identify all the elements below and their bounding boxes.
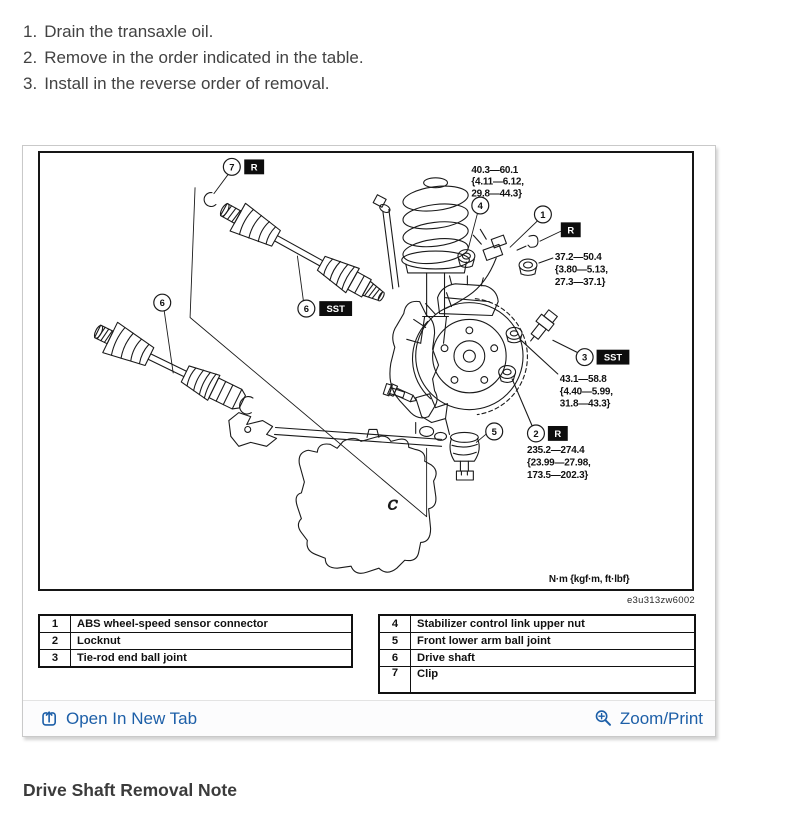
case-letter-label: C	[387, 498, 398, 514]
step-text: Remove in the order indicated in the table.	[44, 48, 364, 67]
stabilizer-link	[373, 195, 399, 289]
part-number-cell: 7	[379, 667, 411, 694]
svg-text:{23.99—27.98,: {23.99—27.98,	[527, 457, 591, 469]
open-in-new-tab-label: Open In New Tab	[66, 708, 198, 728]
svg-text:7: 7	[229, 161, 235, 173]
table-row	[379, 633, 695, 650]
zoom-icon	[594, 709, 613, 728]
transaxle-case	[296, 429, 436, 573]
svg-text:R: R	[567, 224, 575, 236]
clip-part	[204, 193, 216, 207]
table-row	[379, 615, 695, 633]
svg-text:{3.80—5.13,: {3.80—5.13,	[554, 264, 608, 276]
svg-text:6: 6	[303, 303, 309, 315]
section-heading: Drive Shaft Removal Note	[23, 780, 237, 800]
svg-text:6: 6	[159, 297, 165, 309]
panel-outline	[190, 188, 427, 517]
table-row	[39, 615, 352, 633]
svg-text:27.3—37.1}: 27.3—37.1}	[554, 276, 606, 288]
part-number-cell: 5	[379, 633, 411, 650]
parts-table-left	[38, 614, 353, 668]
torque-strut-upper: 40.3—60.1	[471, 164, 519, 176]
stabilizer-nut	[519, 258, 553, 275]
intro-list	[23, 19, 364, 97]
part-number-cell: 4	[379, 615, 411, 633]
open-in-new-tab-icon	[40, 709, 59, 728]
suspension-diagram-svg	[40, 153, 692, 589]
intermediate-shaft	[229, 413, 442, 447]
svg-text:SST: SST	[326, 303, 345, 315]
intro-step	[23, 71, 364, 97]
step-number: 2.	[23, 48, 38, 67]
table-row	[379, 667, 695, 694]
table-row	[39, 633, 352, 650]
part-name-cell: Clip	[411, 667, 696, 694]
part-number-cell: 3	[39, 650, 71, 668]
torque-locknut: 235.2—274.4	[527, 445, 585, 457]
zoom-print-link[interactable]	[594, 709, 703, 729]
part-number-cell: 6	[379, 650, 411, 667]
svg-text:5: 5	[491, 425, 497, 437]
drive-shaft-lower	[88, 315, 261, 422]
callouts	[154, 158, 630, 441]
svg-text:173.5—202.3}: 173.5—202.3}	[527, 470, 589, 482]
svg-text:29.8—44.3}: 29.8—44.3}	[471, 188, 522, 200]
diagram-frame	[38, 151, 694, 591]
svg-text:2: 2	[533, 427, 539, 439]
svg-text:{4.40—5.99,: {4.40—5.99,	[559, 386, 613, 398]
svg-text:4: 4	[477, 199, 483, 211]
svg-text:3: 3	[582, 351, 588, 363]
part-name-cell: Front lower arm ball joint	[411, 633, 696, 650]
part-name-cell: ABS wheel-speed sensor connector	[71, 615, 353, 633]
zoom-print-label: Zoom/Print	[619, 708, 703, 728]
hub-locknut	[499, 366, 532, 426]
intro-step	[23, 45, 364, 71]
table-row	[39, 650, 352, 668]
open-in-new-tab-link[interactable]	[40, 709, 197, 729]
figure-code: e3u313zw6002	[626, 595, 695, 606]
abs-sensor	[524, 308, 576, 352]
step-number: 1.	[23, 22, 38, 41]
svg-text:R: R	[554, 427, 562, 439]
figure-card	[22, 145, 716, 737]
unit-note: N·m {kgf·m, ft·lbf}	[548, 574, 630, 586]
part-name-cell: Tie-rod end ball joint	[71, 650, 353, 668]
part-name-cell: Locknut	[71, 633, 353, 650]
svg-text:31.8—43.3}: 31.8—43.3}	[559, 398, 611, 410]
part-number-cell: 1	[39, 615, 71, 633]
step-number: 3.	[23, 74, 38, 93]
figure-actions-bar	[23, 700, 715, 736]
part-name-cell: Stabilizer control link upper nut	[411, 615, 696, 633]
parts-table-right	[378, 614, 696, 694]
torque-stab-nut: 37.2—50.4	[554, 252, 602, 264]
part-name-cell: Drive shaft	[411, 650, 696, 667]
table-row	[379, 650, 695, 667]
torque-ball-joint: 43.1—58.8	[559, 373, 607, 385]
intro-step	[23, 19, 364, 45]
svg-text:{4.11—6.12,: {4.11—6.12,	[471, 176, 524, 188]
step-text: Install in the reverse order of removal.	[44, 74, 330, 93]
svg-text:1: 1	[540, 208, 546, 220]
torque-specs	[471, 165, 629, 585]
svg-text:SST: SST	[603, 351, 623, 363]
part-number-cell: 2	[39, 633, 71, 650]
svg-text:R: R	[250, 161, 258, 173]
step-text: Drain the transaxle oil.	[44, 22, 214, 41]
